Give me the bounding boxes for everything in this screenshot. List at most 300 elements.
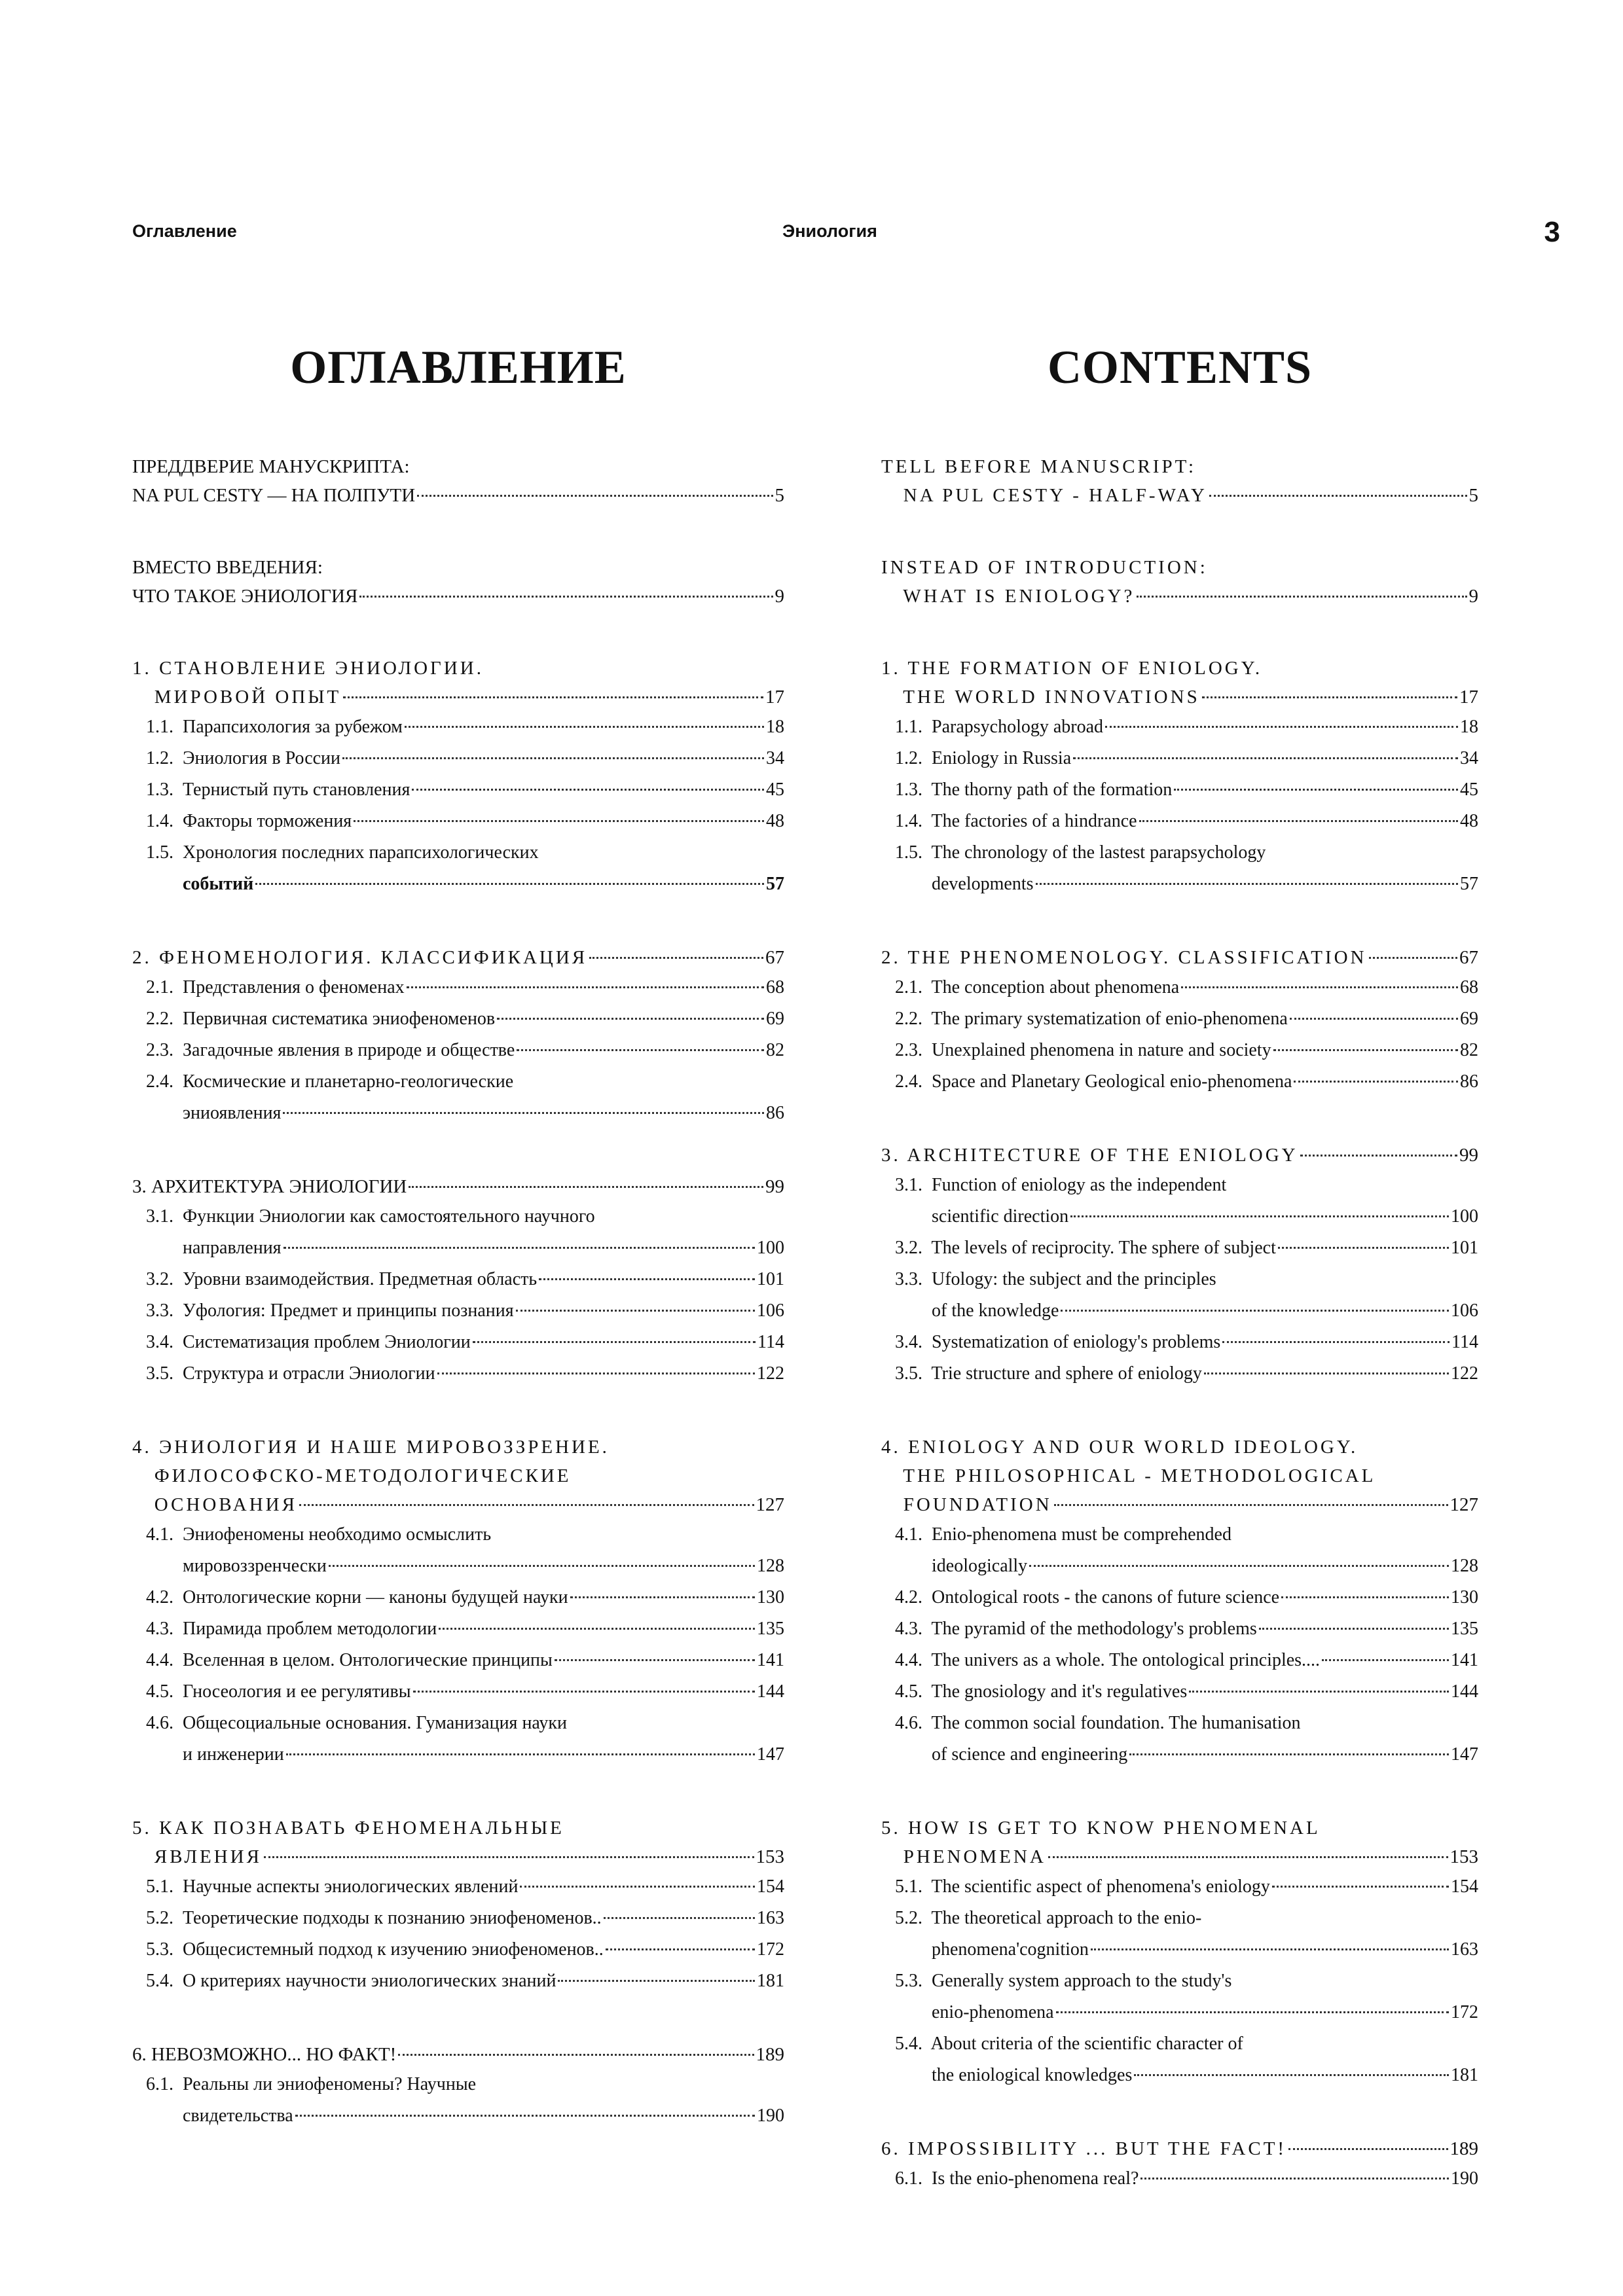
toc-entry-title: 3.3. Ufology: the subject and the principles	[881, 1269, 1216, 1289]
toc-entry	[881, 582, 1478, 611]
toc-entry-title: phenomena'cognition	[881, 1939, 1089, 1960]
toc-leader-dots	[497, 1018, 764, 1020]
toc-entry	[132, 1462, 784, 1490]
toc-leader-dots	[283, 1112, 764, 1114]
toc-page-number: 82	[1460, 1040, 1478, 1060]
toc-leader-dots	[1290, 1018, 1458, 1020]
toc-section	[132, 553, 784, 611]
toc-entry-title: TELL BEFORE MANUSCRIPT:	[881, 456, 1197, 477]
toc-page-number: 189	[756, 2044, 784, 2065]
toc-subentry	[132, 1358, 784, 1390]
toc-leader-dots	[1202, 696, 1457, 698]
toc-leader-dots	[1137, 596, 1467, 598]
toc-page-number: 68	[766, 977, 784, 997]
toc-entry-title: 3.3. Уфология: Предмет и принципы познания	[132, 1300, 514, 1321]
toc-entry-title: 1.3. Тернистый путь становления	[132, 780, 410, 800]
toc-page-number: 99	[1459, 1145, 1478, 1166]
toc-page-number: 67	[1459, 947, 1478, 968]
toc-subentry	[881, 1997, 1478, 2028]
toc-entry-title: enio-phenomena	[881, 2002, 1054, 2022]
toc-page-number: 130	[1451, 1587, 1478, 1607]
toc-subentry	[881, 1264, 1478, 1295]
toc-section	[881, 943, 1478, 1098]
toc-leader-dots	[1259, 1628, 1449, 1630]
toc-leader-dots	[255, 883, 764, 885]
toc-page-number: 18	[1460, 717, 1478, 737]
toc-subentry	[132, 806, 784, 837]
toc-entry-title: 5. HOW IS GET TO KNOW PHENOMENAL	[881, 1818, 1321, 1839]
toc-subentry	[132, 1676, 784, 1708]
toc-page-number: 128	[757, 1556, 784, 1576]
toc-leader-dots	[1273, 1049, 1458, 1051]
toc-entry	[132, 582, 784, 611]
toc-subentry	[881, 837, 1478, 869]
toc-leader-dots	[516, 1310, 755, 1312]
toc-subentry	[881, 1676, 1478, 1708]
toc-entry-title: 3.4. Systematization of eniology's problems	[881, 1332, 1221, 1352]
toc-entry-title: ЧТО ТАКОЕ ЭНИОЛОГИЯ	[132, 586, 358, 607]
toc-subentry	[881, 869, 1478, 900]
toc-leader-dots	[1189, 1691, 1449, 1693]
toc-entry	[881, 452, 1478, 481]
toc-entry-title: 5.4. About criteria of the scientific character of	[881, 2034, 1243, 2054]
toc-entry	[881, 1462, 1478, 1490]
toc-subentry	[132, 1201, 784, 1232]
toc-page-number: 122	[1451, 1363, 1478, 1384]
toc-subentry	[132, 1232, 784, 1264]
toc-entry-title: 2.4. Space and Planetary Geological enio-phenomena	[881, 1071, 1292, 1092]
toc-subentry	[881, 1582, 1478, 1613]
toc-entry-title: of the knowledge	[881, 1300, 1059, 1321]
toc-leader-dots	[1105, 726, 1458, 728]
toc-entry-title: 4. ЭНИОЛОГИЯ И НАШЕ МИРОВОЗЗРЕНИЕ.	[132, 1437, 610, 1458]
toc-leader-dots	[1048, 1856, 1448, 1858]
toc-subentry	[881, 1201, 1478, 1232]
toc-leader-dots	[405, 726, 764, 728]
toc-section	[881, 1141, 1478, 1390]
toc-leader-dots	[1369, 957, 1458, 959]
contents-title-ru: ОГЛАВЛЕНИЕ	[290, 341, 627, 393]
toc-entry-title: developments	[881, 874, 1034, 894]
toc-list-en	[881, 452, 1478, 2195]
toc-entry-title: 2.2. Первичная систематика эниофеноменов	[132, 1009, 496, 1029]
page-number: 3	[1544, 216, 1560, 248]
toc-page-number: 153	[1450, 1846, 1478, 1867]
contents-english-column	[881, 340, 1478, 2238]
toc-subentry	[132, 1264, 784, 1295]
toc-leader-dots	[1070, 1215, 1449, 1217]
toc-subentry	[881, 1295, 1478, 1327]
toc-subentry	[132, 1645, 784, 1676]
toc-entry-title: 1. THE FORMATION OF ENIOLOGY.	[881, 658, 1263, 679]
toc-leader-dots	[1139, 820, 1458, 822]
toc-entry-title: 4.5. Гносеология и ее регулятивы	[132, 1681, 411, 1702]
toc-leader-dots	[329, 1565, 755, 1567]
toc-leader-dots	[413, 1691, 755, 1693]
toc-subentry	[881, 1519, 1478, 1551]
toc-subentry	[132, 1708, 784, 1739]
toc-entry-title: МИРОВОЙ ОПЫТ	[132, 687, 342, 708]
contents-title-en: CONTENTS	[1047, 341, 1313, 393]
toc-subentry	[881, 1934, 1478, 1965]
toc-leader-dots	[517, 1049, 764, 1051]
toc-list-ru	[132, 452, 784, 2132]
toc-leader-dots	[606, 1948, 755, 1950]
toc-leader-dots	[1300, 1155, 1457, 1157]
toc-entry	[132, 2040, 784, 2069]
toc-leader-dots	[342, 757, 764, 759]
toc-section	[132, 1433, 784, 1770]
toc-entry-title: ЯВЛЕНИЯ	[132, 1846, 262, 1867]
toc-leader-dots	[1056, 2011, 1449, 2013]
toc-entry	[132, 481, 784, 510]
toc-subentry	[881, 1358, 1478, 1390]
toc-entry	[132, 654, 784, 683]
toc-section	[132, 452, 784, 510]
toc-page-number: 127	[1450, 1494, 1478, 1515]
toc-subentry	[132, 774, 784, 806]
toc-leader-dots	[1061, 1310, 1449, 1312]
toc-subentry	[881, 1551, 1478, 1582]
toc-section	[881, 1433, 1478, 1770]
toc-subentry	[132, 2069, 784, 2100]
toc-entry-title: THE WORLD INNOVATIONS	[881, 687, 1200, 708]
toc-entry	[132, 683, 784, 711]
toc-subentry	[132, 711, 784, 743]
toc-leader-dots	[1272, 1886, 1449, 1888]
toc-entry	[881, 683, 1478, 711]
toc-leader-dots	[1288, 2148, 1448, 2150]
toc-subentry	[132, 1871, 784, 1903]
toc-subentry	[881, 1871, 1478, 1903]
toc-subentry	[132, 1903, 784, 1934]
toc-entry-title: 1. СТАНОВЛЕНИЕ ЭНИОЛОГИИ.	[132, 658, 484, 679]
toc-leader-dots	[1091, 1948, 1449, 1950]
toc-leader-dots	[286, 1753, 755, 1755]
toc-leader-dots	[1294, 1081, 1458, 1083]
toc-page-number: 69	[766, 1009, 784, 1029]
toc-entry	[881, 1433, 1478, 1462]
toc-leader-dots	[1036, 883, 1458, 885]
toc-page-number: 100	[1451, 1206, 1478, 1227]
toc-entry-title: NA PUL CESTY - HALF-WAY	[881, 485, 1207, 506]
toc-leader-dots	[555, 1659, 755, 1661]
toc-entry	[881, 2134, 1478, 2163]
toc-subentry	[881, 1232, 1478, 1264]
toc-page-number: 181	[757, 1971, 784, 1991]
toc-leader-dots	[1322, 1659, 1449, 1661]
toc-subentry	[132, 837, 784, 869]
toc-leader-dots	[570, 1596, 755, 1598]
toc-leader-dots	[520, 1886, 755, 1888]
toc-section	[881, 553, 1478, 611]
toc-leader-dots	[1204, 1372, 1449, 1374]
toc-entry-title: PHENOMENA	[881, 1846, 1046, 1867]
toc-page-number: 57	[766, 874, 784, 894]
toc-subentry	[881, 1739, 1478, 1770]
toc-page-number: 144	[757, 1681, 784, 1702]
toc-entry	[881, 943, 1478, 972]
toc-entry-title: 3.1. Function of eniology as the independent	[881, 1175, 1227, 1195]
toc-entry	[132, 553, 784, 582]
toc-leader-dots	[473, 1341, 756, 1343]
toc-entry-title: 2.3. Загадочные явления в природе и обществе	[132, 1040, 515, 1060]
toc-section	[132, 943, 784, 1129]
toc-page-number: 34	[766, 748, 784, 768]
toc-subentry	[132, 743, 784, 774]
toc-page-number: 106	[1451, 1300, 1478, 1321]
toc-entry	[881, 1490, 1478, 1519]
toc-page-number: 69	[1460, 1009, 1478, 1029]
toc-entry-title: 1.5. The chronology of the lastest parapsychology	[881, 842, 1266, 863]
toc-leader-dots	[359, 596, 773, 598]
toc-entry-title: WHAT IS ENIOLOGY?	[881, 586, 1135, 607]
toc-page-number: 17	[765, 687, 784, 708]
toc-subentry	[132, 1739, 784, 1770]
toc-page-number: 114	[757, 1332, 784, 1352]
toc-entry	[881, 1814, 1478, 1842]
toc-subentry	[881, 2028, 1478, 2060]
toc-leader-dots	[604, 1917, 755, 1919]
toc-entry-title: 2.1. Представления о феноменах	[132, 977, 405, 997]
toc-page-number: 163	[1451, 1939, 1478, 1960]
toc-entry	[132, 1814, 784, 1842]
toc-page-number: 189	[1450, 2138, 1478, 2159]
toc-page-number: 154	[1451, 1876, 1478, 1897]
toc-page-number: 57	[1460, 874, 1478, 894]
toc-subentry	[881, 1170, 1478, 1201]
toc-entry-title: 4. ENIOLOGY AND OUR WORLD IDEOLOGY.	[881, 1437, 1359, 1458]
toc-entry-title: ОСНОВАНИЯ	[132, 1494, 297, 1515]
toc-subentry	[881, 2060, 1478, 2091]
toc-leader-dots	[1181, 986, 1458, 988]
toc-leader-dots	[409, 1186, 763, 1188]
running-head-left: Оглавление	[132, 221, 237, 241]
toc-subentry	[881, 972, 1478, 1003]
toc-page-number: 122	[757, 1363, 784, 1384]
toc-entry	[132, 1172, 784, 1201]
toc-entry-title: 5.1. The scientific aspect of phenomena's eniology	[881, 1876, 1270, 1897]
toc-page-number: 99	[765, 1176, 784, 1197]
toc-entry-title: 2.4. Космические и планетарно-геологические	[132, 1071, 514, 1092]
toc-leader-dots	[264, 1856, 754, 1858]
toc-page-number: 101	[1451, 1238, 1478, 1258]
toc-entry-title: свидетельства	[132, 2106, 293, 2126]
toc-page-number: 147	[757, 1744, 784, 1765]
toc-page-number: 5	[775, 485, 784, 506]
toc-entry-title: 5.2. The theoretical approach to the enio-	[881, 1908, 1202, 1928]
running-head-center: Эниология	[782, 221, 877, 241]
toc-entry-title: 5.2. Теоретические подходы к познанию эниофеноменов..	[132, 1908, 602, 1928]
toc-leader-dots	[1174, 789, 1458, 791]
toc-entry-title: ПРЕДДВЕРИЕ МАНУСКРИПТА:	[132, 456, 410, 477]
toc-page-number: 135	[1451, 1619, 1478, 1639]
toc-entry-title: ФИЛОСОФСКО-МЕТОДОЛОГИЧЕСКИЕ	[132, 1465, 572, 1486]
toc-entry-title: 4.3. The pyramid of the methodology's problems	[881, 1619, 1257, 1639]
toc-leader-dots	[398, 2054, 754, 2056]
contents-russian-column	[132, 340, 784, 2175]
toc-page-number: 86	[1460, 1071, 1478, 1092]
toc-leader-dots	[412, 789, 764, 791]
toc-leader-dots	[1129, 1753, 1449, 1755]
toc-leader-dots	[1073, 757, 1458, 759]
toc-entry-title: 5.3. Generally system approach to the study's	[881, 1971, 1232, 1991]
toc-subentry	[881, 1003, 1478, 1035]
toc-subentry	[132, 869, 784, 900]
toc-leader-dots	[1209, 495, 1467, 497]
toc-leader-dots	[299, 1504, 754, 1506]
toc-section	[132, 1172, 784, 1390]
toc-page-number: 114	[1451, 1332, 1478, 1352]
toc-entry	[881, 553, 1478, 582]
toc-entry-title: мировоззренчески	[132, 1556, 327, 1576]
toc-leader-dots	[354, 820, 764, 822]
toc-entry-title: 4.1. Эниофеномены необходимо осмыслить	[132, 1524, 492, 1545]
toc-entry-title: 4.6. The common social foundation. The humanisation	[881, 1713, 1301, 1733]
toc-entry-title: 1.2. Eniology in Russia	[881, 748, 1072, 768]
toc-entry-title: 1.4. The factories of a hindrance	[881, 811, 1137, 831]
toc-entry	[132, 1842, 784, 1871]
toc-entry-title: 4.2. Ontological roots - the canons of future science	[881, 1587, 1280, 1607]
toc-entry	[881, 1141, 1478, 1170]
toc-page-number: 172	[1451, 2002, 1478, 2022]
toc-page-number: 45	[1460, 780, 1478, 800]
toc-page-number: 130	[757, 1587, 784, 1607]
toc-leader-dots	[558, 1980, 755, 1982]
toc-page-number: 68	[1460, 977, 1478, 997]
toc-entry-title: 2. THE PHENOMENOLOGY. CLASSIFICATION	[881, 947, 1367, 968]
toc-leader-dots	[1140, 2178, 1449, 2179]
toc-subentry	[132, 1003, 784, 1035]
toc-subentry	[881, 774, 1478, 806]
toc-entry-title: NA PUL CESTY — НА ПОЛПУТИ	[132, 485, 416, 506]
toc-leader-dots	[1281, 1596, 1449, 1598]
toc-entry-title: 2. ФЕНОМЕНОЛОГИЯ. КЛАССИФИКАЦИЯ	[132, 947, 588, 968]
toc-entry-title: FOUNDATION	[881, 1494, 1052, 1515]
toc-entry-title: 6.1. Is the enio-phenomena real?	[881, 2168, 1139, 2189]
toc-entry-title: событий	[132, 874, 254, 894]
toc-subentry	[881, 1613, 1478, 1645]
toc-page-number: 82	[766, 1040, 784, 1060]
toc-page-number: 190	[757, 2106, 784, 2126]
toc-entry-title: of science and engineering	[881, 1744, 1128, 1765]
toc-page-number: 48	[1460, 811, 1478, 831]
toc-page-number: 135	[757, 1619, 784, 1639]
toc-entry-title: scientific direction	[881, 1206, 1069, 1227]
toc-leader-dots	[437, 1372, 755, 1374]
toc-entry-title: 4.1. Enio-phenomena must be comprehended	[881, 1524, 1231, 1545]
toc-page-number: 45	[766, 780, 784, 800]
toc-entry-title: 5. КАК ПОЗНАВАТЬ ФЕНОМЕНАЛЬНЫЕ	[132, 1818, 564, 1839]
toc-page-number: 141	[757, 1650, 784, 1670]
toc-entry-title: 4.3. Пирамида проблем методологии	[132, 1619, 437, 1639]
toc-subentry	[132, 1295, 784, 1327]
toc-subentry	[881, 1035, 1478, 1066]
toc-entry-title: и инженерии	[132, 1744, 284, 1765]
toc-entry-title: INSTEAD OF INTRODUCTION:	[881, 557, 1208, 578]
toc-page-number: 18	[766, 717, 784, 737]
toc-page-number: 144	[1451, 1681, 1478, 1702]
toc-entry-title: 2.1. The conception about phenomena	[881, 977, 1180, 997]
toc-entry-title: 4.4. The univers as a whole. The ontological principles....	[881, 1650, 1321, 1670]
toc-entry-title: 3.2. Уровни взаимодействия. Предметная область	[132, 1269, 538, 1289]
toc-entry-title: 1.1. Парапсихология за рубежом	[132, 717, 403, 737]
toc-subentry	[132, 1551, 784, 1582]
toc-entry-title: 3.4. Систематизация проблем Эниологии	[132, 1332, 471, 1352]
toc-entry-title: ВМЕСТО ВВЕДЕНИЯ:	[132, 557, 323, 578]
toc-entry-title: 2.3. Unexplained phenomena in nature and society	[881, 1040, 1271, 1060]
toc-entry-title: направления	[132, 1238, 282, 1258]
toc-subentry	[881, 2163, 1478, 2195]
toc-subentry	[132, 1613, 784, 1645]
toc-entry-title: 1.5. Хронология последних парапсихологических	[132, 842, 539, 863]
toc-leader-dots	[407, 986, 764, 988]
toc-page-number: 153	[756, 1846, 784, 1867]
toc-entry-title: 3.2. The levels of reciprocity. The sphere of subject	[881, 1238, 1276, 1258]
toc-subentry	[881, 1066, 1478, 1098]
toc-entry	[881, 654, 1478, 683]
toc-entry-title: 3. ARCHITECTURE OF THE ENIOLOGY	[881, 1145, 1298, 1166]
toc-entry-title: 2.2. The primary systematization of enio-phenomena	[881, 1009, 1288, 1029]
toc-entry-title: 4.4. Вселенная в целом. Онтологические принципы	[132, 1650, 553, 1670]
toc-leader-dots	[539, 1278, 755, 1280]
toc-entry-title: 6.1. Реальны ли эниофеномены? Научные	[132, 2074, 477, 2094]
toc-subentry	[881, 1327, 1478, 1358]
toc-page-number: 127	[756, 1494, 784, 1515]
toc-leader-dots	[417, 495, 773, 497]
toc-subentry	[132, 1066, 784, 1098]
toc-page-number: 190	[1451, 2168, 1478, 2189]
toc-section	[881, 1814, 1478, 2091]
toc-entry-title: 5.1. Научные аспекты эниологических явлений	[132, 1876, 519, 1897]
toc-entry-title: 3.5. Trie structure and sphere of eniology	[881, 1363, 1202, 1384]
toc-entry-title: 4.5. The gnosiology and it's regulatives	[881, 1681, 1188, 1702]
toc-entry-title: 3.1. Функции Эниологии как самостоятельного научного	[132, 1206, 595, 1227]
toc-entry-title: 1.4. Факторы торможения	[132, 811, 352, 831]
toc-subentry	[132, 1035, 784, 1066]
toc-leader-dots	[589, 957, 763, 959]
toc-section	[881, 654, 1478, 900]
toc-page-number: 100	[757, 1238, 784, 1258]
toc-subentry	[132, 1098, 784, 1129]
toc-entry-title: 1.3. The thorny path of the formation	[881, 780, 1173, 800]
toc-subentry	[881, 806, 1478, 837]
toc-leader-dots	[439, 1628, 755, 1630]
toc-subentry	[881, 1708, 1478, 1739]
toc-subentry	[881, 1903, 1478, 1934]
toc-entry-title: THE PHILOSOPHICAL - METHODOLOGICAL	[881, 1465, 1376, 1486]
toc-entry	[132, 1490, 784, 1519]
toc-entry-title: 1.2. Эниология в России	[132, 748, 341, 768]
toc-page-number: 141	[1451, 1650, 1478, 1670]
toc-leader-dots	[343, 696, 763, 698]
toc-subentry	[132, 1582, 784, 1613]
toc-page-number: 128	[1451, 1556, 1478, 1576]
toc-leader-dots	[1029, 1565, 1449, 1567]
toc-page-number: 86	[766, 1103, 784, 1123]
toc-entry-title: 4.6. Общесоциальные основания. Гуманизация науки	[132, 1713, 568, 1733]
toc-subentry	[132, 2100, 784, 2132]
toc-subentry	[881, 743, 1478, 774]
toc-subentry	[132, 1934, 784, 1965]
toc-leader-dots	[1278, 1247, 1449, 1249]
toc-page-number: 34	[1460, 748, 1478, 768]
toc-subentry	[881, 711, 1478, 743]
toc-section	[132, 654, 784, 900]
toc-page-number: 17	[1459, 687, 1478, 708]
toc-leader-dots	[1222, 1341, 1450, 1343]
toc-page-number: 9	[775, 586, 784, 607]
